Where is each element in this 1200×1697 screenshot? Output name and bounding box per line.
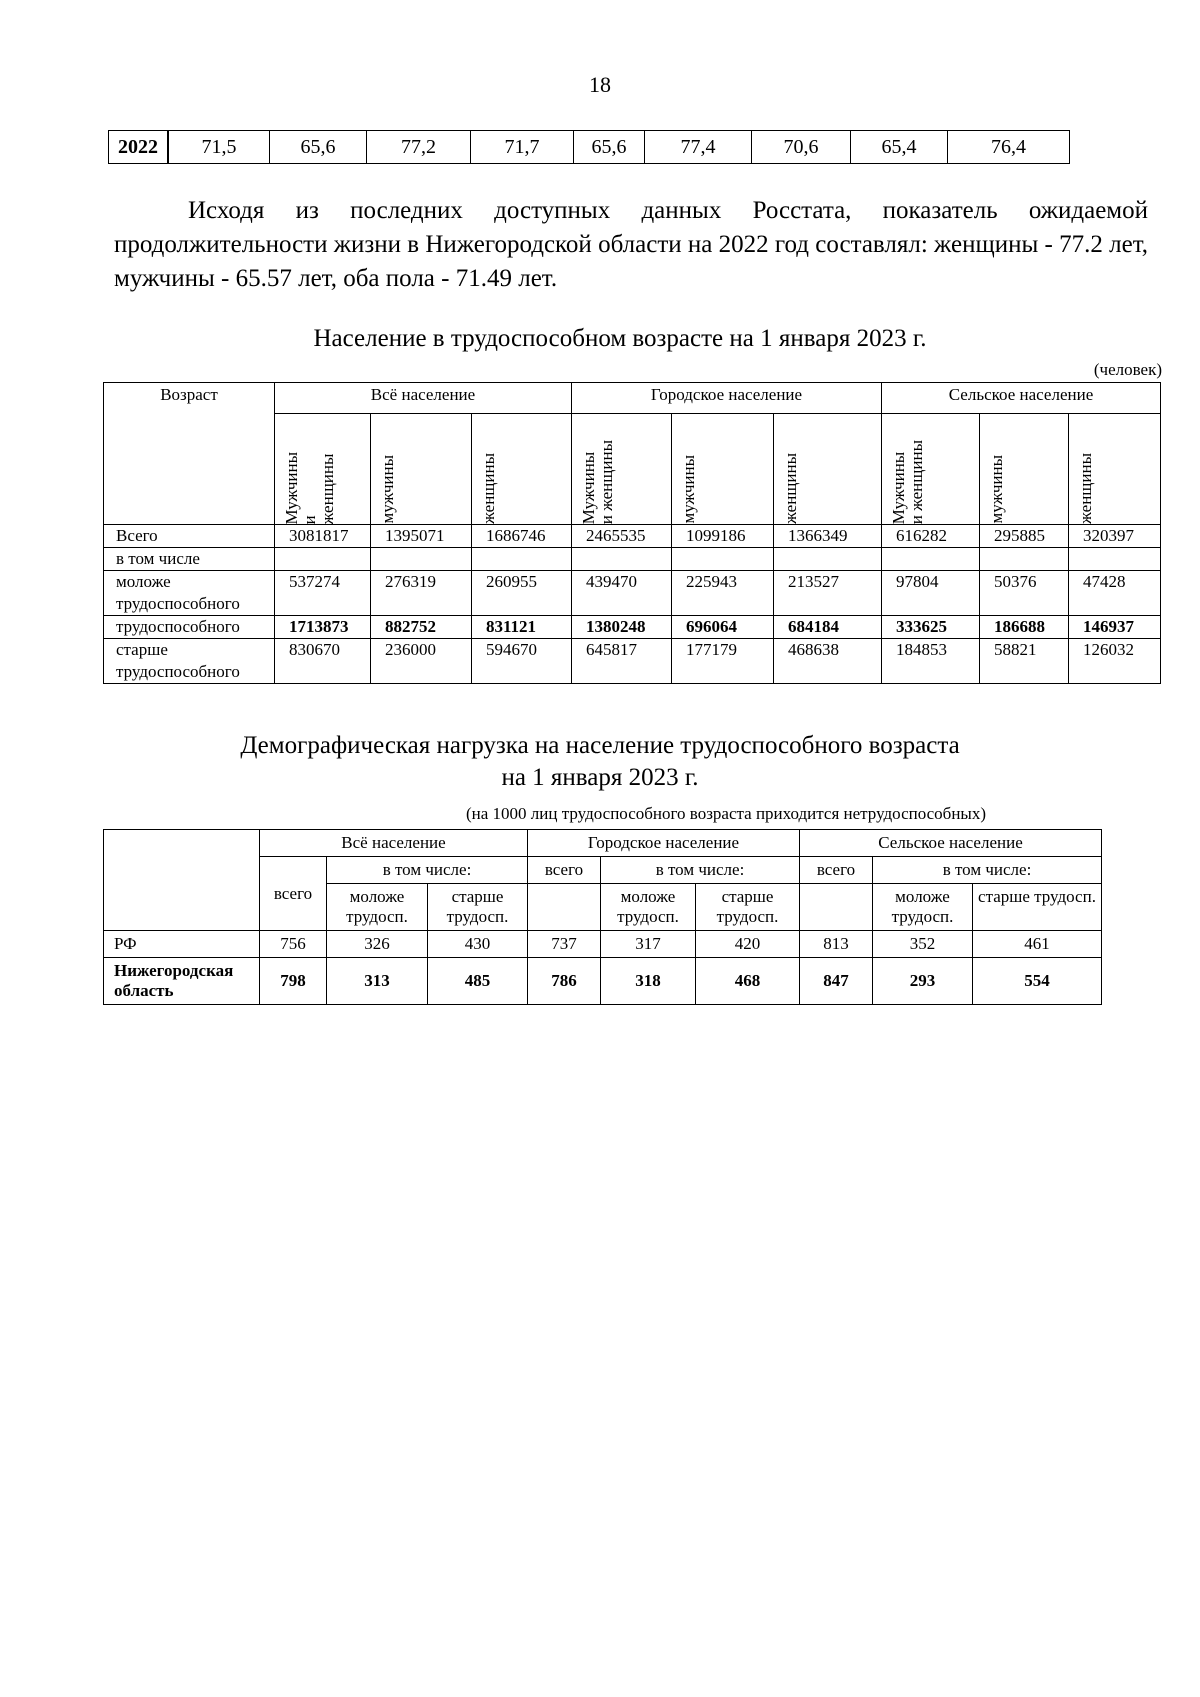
table-cell: 352 [873, 931, 973, 958]
table-cell: 70,6 [752, 131, 851, 164]
table-cell: 313 [327, 958, 428, 1005]
row-label: моложе трудоспособного [104, 571, 275, 616]
table-row [109, 131, 1070, 164]
table-cell: 830670 [275, 639, 371, 684]
table-cell: 225943 [672, 571, 774, 616]
life-expectancy-paragraph: Исходя из последних доступных данных Росстата, показатель ожидаемой продолжительности жизни в Нижегородской области на 2022 год составлял: женщины - 77.2 лет, мужчины - 65.57 лет, оба пола - 71.49 лет. [114, 197, 1148, 292]
table-cell: 468 [696, 958, 800, 1005]
table2-caption-line2: на 1 января 2023 г. [501, 764, 699, 791]
table-cell [980, 548, 1069, 571]
table2-caption [140, 730, 1060, 794]
table-cell [572, 548, 672, 571]
younger-header: моложе трудосп. [601, 884, 696, 931]
total-header: всего [260, 857, 327, 931]
subheader-text: женщины [479, 453, 498, 524]
table-cell: 318 [601, 958, 696, 1005]
table-cell: 333625 [882, 616, 980, 639]
table-cell [275, 548, 371, 571]
table-cell: 236000 [371, 639, 472, 684]
table-cell: 1380248 [572, 616, 672, 639]
table-cell: 420 [696, 931, 800, 958]
row-label: Всего [104, 525, 275, 548]
age-header: Возраст [104, 383, 275, 525]
table-cell: 177179 [672, 639, 774, 684]
table-cell: 439470 [572, 571, 672, 616]
subheader-cell [1069, 414, 1161, 525]
table-cell: 616282 [882, 525, 980, 548]
table-cell: 684184 [774, 616, 882, 639]
subheader-cell [572, 414, 672, 525]
empty-header-cell [104, 830, 260, 931]
table-cell: 554 [973, 958, 1102, 1005]
group-header-rural: Сельское население [882, 383, 1161, 414]
table-cell: 1366349 [774, 525, 882, 548]
younger-header: моложе трудосп. [873, 884, 973, 931]
table-row [104, 639, 1161, 684]
table-cell: 293 [873, 958, 973, 1005]
page-number: 18 [589, 72, 611, 97]
demographic-load-table [103, 829, 1102, 1005]
table-cell: 537274 [275, 571, 371, 616]
table-cell: 461 [973, 931, 1102, 958]
table-cell: 1713873 [275, 616, 371, 639]
empty-cell [800, 884, 873, 931]
table-row [104, 931, 1102, 958]
table-cell: 882752 [371, 616, 472, 639]
table-cell: 798 [260, 958, 327, 1005]
table-cell: 756 [260, 931, 327, 958]
table-cell: 77,4 [645, 131, 752, 164]
table-cell: 1686746 [472, 525, 572, 548]
table-cell: 65,4 [851, 131, 948, 164]
table-cell: 696064 [672, 616, 774, 639]
table-cell: 317 [601, 931, 696, 958]
table-cell: 326 [327, 931, 428, 958]
incl-header: в том числе: [327, 857, 528, 884]
table-cell: 276319 [371, 571, 472, 616]
table-cell: 50376 [980, 571, 1069, 616]
table-cell: 58821 [980, 639, 1069, 684]
table-header-row [104, 830, 1102, 857]
group-header-urban: Городское население [528, 830, 800, 857]
year-cell: 2022 [109, 131, 169, 164]
subheader-text: Мужчины и женщины [579, 439, 616, 524]
table-cell: 71,5 [168, 131, 270, 164]
row-label: РФ [104, 931, 260, 958]
older-header: старше трудосп. [973, 884, 1102, 931]
table-cell: 320397 [1069, 525, 1161, 548]
subheader-cell [980, 414, 1069, 525]
table-row [104, 616, 1161, 639]
table-cell: 146937 [1069, 616, 1161, 639]
table2-unit: (на 1000 лиц трудоспособного возраста приходится нетрудоспособных) [466, 804, 987, 823]
table-cell: 3081817 [275, 525, 371, 548]
table-cell: 847 [800, 958, 873, 1005]
table1-unit: (человек) [1093, 360, 1162, 379]
table-cell: 260955 [472, 571, 572, 616]
table-cell: 213527 [774, 571, 882, 616]
subheader-cell [371, 414, 472, 525]
table-cell: 126032 [1069, 639, 1161, 684]
table2-caption-line1: Демографическая нагрузка на население трудоспособного возраста [240, 732, 960, 759]
table-cell [882, 548, 980, 571]
subheader-text: мужчины [679, 455, 698, 524]
table-row [104, 958, 1102, 1005]
younger-header: моложе трудосп. [327, 884, 428, 931]
table-row [104, 548, 1161, 571]
table-cell: 65,6 [574, 131, 645, 164]
subheader-cell [672, 414, 774, 525]
table-cell: 47428 [1069, 571, 1161, 616]
table-cell: 468638 [774, 639, 882, 684]
group-header-urban: Городское население [572, 383, 882, 414]
subheader-cell [275, 414, 371, 525]
table-cell: 813 [800, 931, 873, 958]
incl-header: в том числе: [873, 857, 1102, 884]
table-cell: 76,4 [948, 131, 1070, 164]
table-cell: 1395071 [371, 525, 472, 548]
group-header-all: Всё население [275, 383, 572, 414]
subheader-text: мужчины [378, 455, 397, 524]
subheader-cell [882, 414, 980, 525]
table-cell: 737 [528, 931, 601, 958]
table-cell: 295885 [980, 525, 1069, 548]
group-header-rural: Сельское население [800, 830, 1102, 857]
subheader-text: мужчины [987, 455, 1006, 524]
subheader-cell [472, 414, 572, 525]
table-cell [1069, 548, 1161, 571]
total-header: всего [800, 857, 873, 884]
table-cell [371, 548, 472, 571]
working-age-population-table [103, 382, 1161, 684]
table-cell: 186688 [980, 616, 1069, 639]
life-expectancy-row-table [108, 130, 1070, 164]
table-row [104, 525, 1161, 548]
table-cell: 77,2 [367, 131, 471, 164]
row-label: трудоспособного [104, 616, 275, 639]
table-row [104, 571, 1161, 616]
table-cell [472, 548, 572, 571]
older-header: старше трудосп. [428, 884, 528, 931]
table-cell: 65,6 [270, 131, 367, 164]
table-cell: 645817 [572, 639, 672, 684]
table1-caption: Население в трудоспособном возрасте на 1 января 2023 г. [313, 325, 927, 352]
subheader-text: женщины [781, 453, 800, 524]
table-cell: 594670 [472, 639, 572, 684]
row-label: старше трудоспособного [104, 639, 275, 684]
table-cell: 1099186 [672, 525, 774, 548]
table-header-row [104, 383, 1161, 414]
incl-header: в том числе: [601, 857, 800, 884]
subheader-cell [774, 414, 882, 525]
total-header: всего [528, 857, 601, 884]
subheader-text: Мужчины и женщины [282, 451, 337, 524]
table-cell: 184853 [882, 639, 980, 684]
empty-cell [528, 884, 601, 931]
row-label: Нижегородская область [104, 958, 260, 1005]
group-header-all: Всё население [260, 830, 528, 857]
table-cell: 97804 [882, 571, 980, 616]
table-cell: 71,7 [471, 131, 574, 164]
table-cell [774, 548, 882, 571]
table-cell: 430 [428, 931, 528, 958]
subheader-text: женщины [1076, 453, 1095, 524]
table-cell: 831121 [472, 616, 572, 639]
table-cell: 2465535 [572, 525, 672, 548]
older-header: старше трудосп. [696, 884, 800, 931]
table-cell: 786 [528, 958, 601, 1005]
table-cell [672, 548, 774, 571]
row-label: в том числе [104, 548, 275, 571]
subheader-text: Мужчины и женщины [889, 439, 926, 524]
table-cell: 485 [428, 958, 528, 1005]
